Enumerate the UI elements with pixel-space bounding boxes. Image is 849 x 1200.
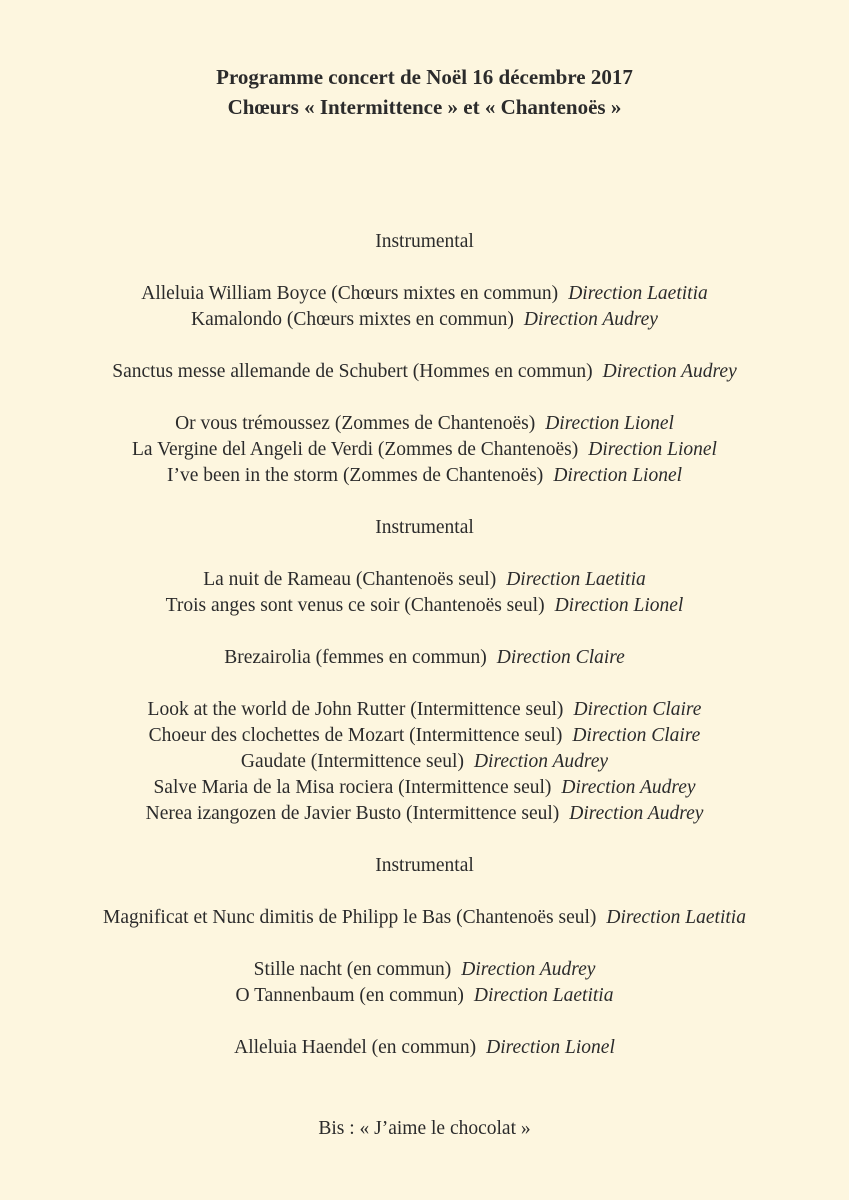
program-line: [0, 801, 849, 827]
encore-line: Bis : « J’aime le chocolat »: [318, 1118, 531, 1139]
conductor-credit: Direction Audrey: [602, 361, 737, 382]
conductor-credit: Direction Lionel: [545, 413, 674, 434]
program-line: [0, 359, 849, 385]
piece-title: O Tannenbaum (en commun): [235, 985, 464, 1006]
conductor-credit: Direction Lionel: [554, 595, 684, 616]
piece-title: Kamalondo (Chœurs mixtes en commun): [191, 309, 514, 330]
program-group: [0, 281, 849, 333]
conductor-credit: Direction Lionel: [486, 1037, 615, 1058]
program-line: [0, 411, 849, 437]
program-line: [0, 775, 849, 801]
program-subtitle: Chœurs « Intermittence » et « Chantenoës »: [227, 95, 622, 119]
program-group: [0, 853, 849, 879]
piece-title: I’ve been in the storm (Zommes de Chantenoës): [166, 465, 544, 486]
piece-title: Look at the world de John Rutter (Intermittence seul): [147, 699, 564, 720]
piece-title: Brezairolia (femmes en commun): [224, 647, 487, 668]
piece-title: Instrumental: [375, 855, 474, 876]
program-line: [0, 281, 849, 307]
program-line: [0, 437, 849, 463]
piece-title: La Vergine del Angeli de Verdi (Zommes de Chantenoës): [132, 439, 579, 460]
program-line: [0, 853, 849, 879]
conductor-credit: Direction Claire: [572, 725, 701, 746]
program-group: [0, 359, 849, 385]
conductor-credit: Direction Laetitia: [473, 985, 614, 1006]
conductor-credit: Direction Audrey: [561, 777, 696, 798]
program-group: [0, 957, 849, 1009]
program-line: [0, 593, 849, 619]
piece-title: Alleluia Haendel (en commun): [234, 1037, 477, 1058]
conductor-credit: Direction Laetitia: [506, 569, 646, 590]
piece-title: Sanctus messe allemande de Schubert (Hommes en commun): [112, 361, 593, 382]
conductor-credit: Direction Claire: [573, 699, 702, 720]
program-group: [0, 645, 849, 671]
program-title: Programme concert de Noël 16 décembre 2017: [216, 65, 633, 89]
program-group: [0, 905, 849, 931]
piece-title: La nuit de Rameau (Chantenoës seul): [203, 569, 497, 590]
piece-title: Instrumental: [375, 231, 474, 252]
program-line: [0, 905, 849, 931]
conductor-credit: Direction Lionel: [553, 465, 683, 486]
program-line: [0, 957, 849, 983]
program-line: [0, 723, 849, 749]
program-line: [0, 567, 849, 593]
piece-title: Stille nacht (en commun): [253, 959, 452, 980]
piece-title: Or vous trémoussez (Zommes de Chantenoës): [175, 413, 536, 434]
program-group: [0, 411, 849, 489]
program-line: [0, 307, 849, 333]
conductor-credit: Direction Lionel: [588, 439, 717, 460]
program-line: [0, 229, 849, 255]
piece-title: Nerea izangozen de Javier Busto (Intermittence seul): [145, 803, 560, 824]
piece-title: Alleluia William Boyce (Chœurs mixtes en commun): [141, 283, 559, 304]
program-line: [0, 1035, 849, 1061]
piece-title: Choeur des clochettes de Mozart (Intermittence seul): [148, 725, 563, 746]
conductor-credit: Direction Audrey: [523, 309, 658, 330]
program-list: [0, 229, 849, 1087]
program-group: [0, 1035, 849, 1061]
program-line: [0, 749, 849, 775]
conductor-credit: Direction Laetitia: [568, 283, 708, 304]
program-group: [0, 567, 849, 619]
program-line: [0, 983, 849, 1009]
piece-title: Salve Maria de la Misa rociera (Intermittence seul): [153, 777, 552, 798]
piece-title: Instrumental: [375, 517, 474, 538]
piece-title: Gaudate (Intermittence seul): [240, 751, 464, 772]
conductor-credit: Direction Claire: [496, 647, 625, 668]
piece-title: Magnificat et Nunc dimitis de Philipp le Bas (Chantenoës seul): [103, 907, 597, 928]
program-line: [0, 697, 849, 723]
conductor-credit: Direction Audrey: [461, 959, 596, 980]
program-line: [0, 463, 849, 489]
program-group: [0, 697, 849, 827]
program-line: [0, 515, 849, 541]
conductor-credit: Direction Audrey: [473, 751, 609, 772]
conductor-credit: Direction Audrey: [569, 803, 704, 824]
piece-title: Trois anges sont venus ce soir (Chantenoës seul): [165, 595, 545, 616]
conductor-credit: Direction Laetitia: [606, 907, 746, 928]
program-line: [0, 645, 849, 671]
program-group: [0, 515, 849, 541]
program-group: [0, 229, 849, 255]
